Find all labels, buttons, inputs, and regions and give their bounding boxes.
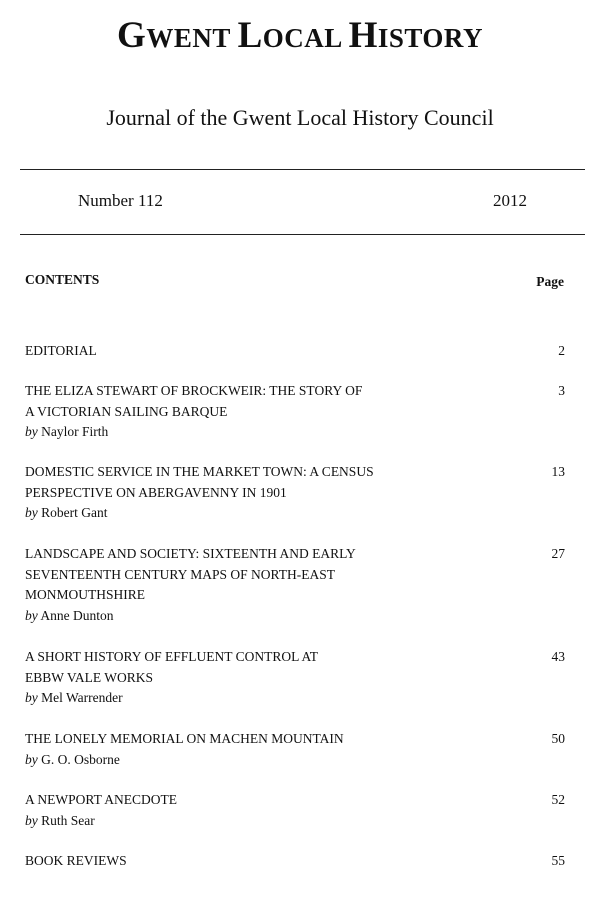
journal-subtitle: Journal of the Gwent Local History Council: [106, 105, 494, 130]
entry-author: by Anne Dunton: [25, 607, 114, 623]
contents-entry-landscape-society: [25, 544, 565, 626]
bottom-rule: [20, 234, 585, 235]
entry-author: by G. O. Osborne: [25, 751, 120, 767]
entry-page: 52: [551, 792, 565, 807]
entry-author: by Mel Warrender: [25, 690, 123, 705]
contents-entry-lonely-memorial: [25, 729, 565, 770]
entry-title: THE ELIZA STEWART OF BROCKWEIR: THE STORY OF A VICTORIAN SAILING BARQUE: [25, 383, 363, 419]
journal-title: GWENT LOCAL HISTORY: [117, 15, 483, 56]
issue-number: Number 112: [78, 191, 163, 210]
entry-title: DOMESTIC SERVICE IN THE MARKET TOWN: A CENSUS PERSPECTIVE ON ABERGAVENNY IN 1901: [25, 464, 374, 500]
entry-author: by Ruth Sear: [25, 812, 95, 828]
contents-entry-book-reviews: [25, 851, 565, 872]
issue-year: 2012: [493, 191, 527, 210]
contents-entry-editorial: [25, 341, 565, 362]
entry-title: LANDSCAPE AND SOCIETY: SIXTEENTH AND EARLY SEVENTEENTH CENTURY MAPS OF NORTH-EAST MONMOUTHSHIRE: [25, 546, 356, 602]
contents-entry-eliza-stewart: [25, 381, 565, 443]
entry-page: 27: [551, 546, 565, 561]
contents-entry-newport-anecdote: [25, 790, 565, 831]
entry-title: A NEWPORT ANECDOTE: [25, 792, 177, 807]
entry-page: 55: [551, 853, 565, 868]
page-column-heading: Page: [536, 274, 564, 289]
entry-title: THE LONELY MEMORIAL ON MACHEN MOUNTAIN: [25, 731, 344, 746]
top-rule: [20, 169, 585, 170]
entry-author: by Robert Gant: [25, 505, 108, 520]
entry-page: 43: [551, 649, 565, 664]
entry-page: 2: [558, 343, 565, 358]
contents-entry-domestic-service: [25, 462, 565, 524]
contents-heading: CONTENTS: [25, 272, 100, 287]
entry-author: by Naylor Firth: [25, 424, 109, 439]
entry-title: BOOK REVIEWS: [25, 853, 127, 868]
entry-page: 13: [551, 464, 565, 479]
entry-page: 50: [551, 731, 565, 746]
contents-entry-effluent-control: [25, 647, 565, 709]
entry-title: EDITORIAL: [25, 343, 97, 358]
entry-title: A SHORT HISTORY OF EFFLUENT CONTROL AT EBBW VALE WORKS: [25, 649, 318, 685]
entry-page: 3: [558, 383, 565, 398]
